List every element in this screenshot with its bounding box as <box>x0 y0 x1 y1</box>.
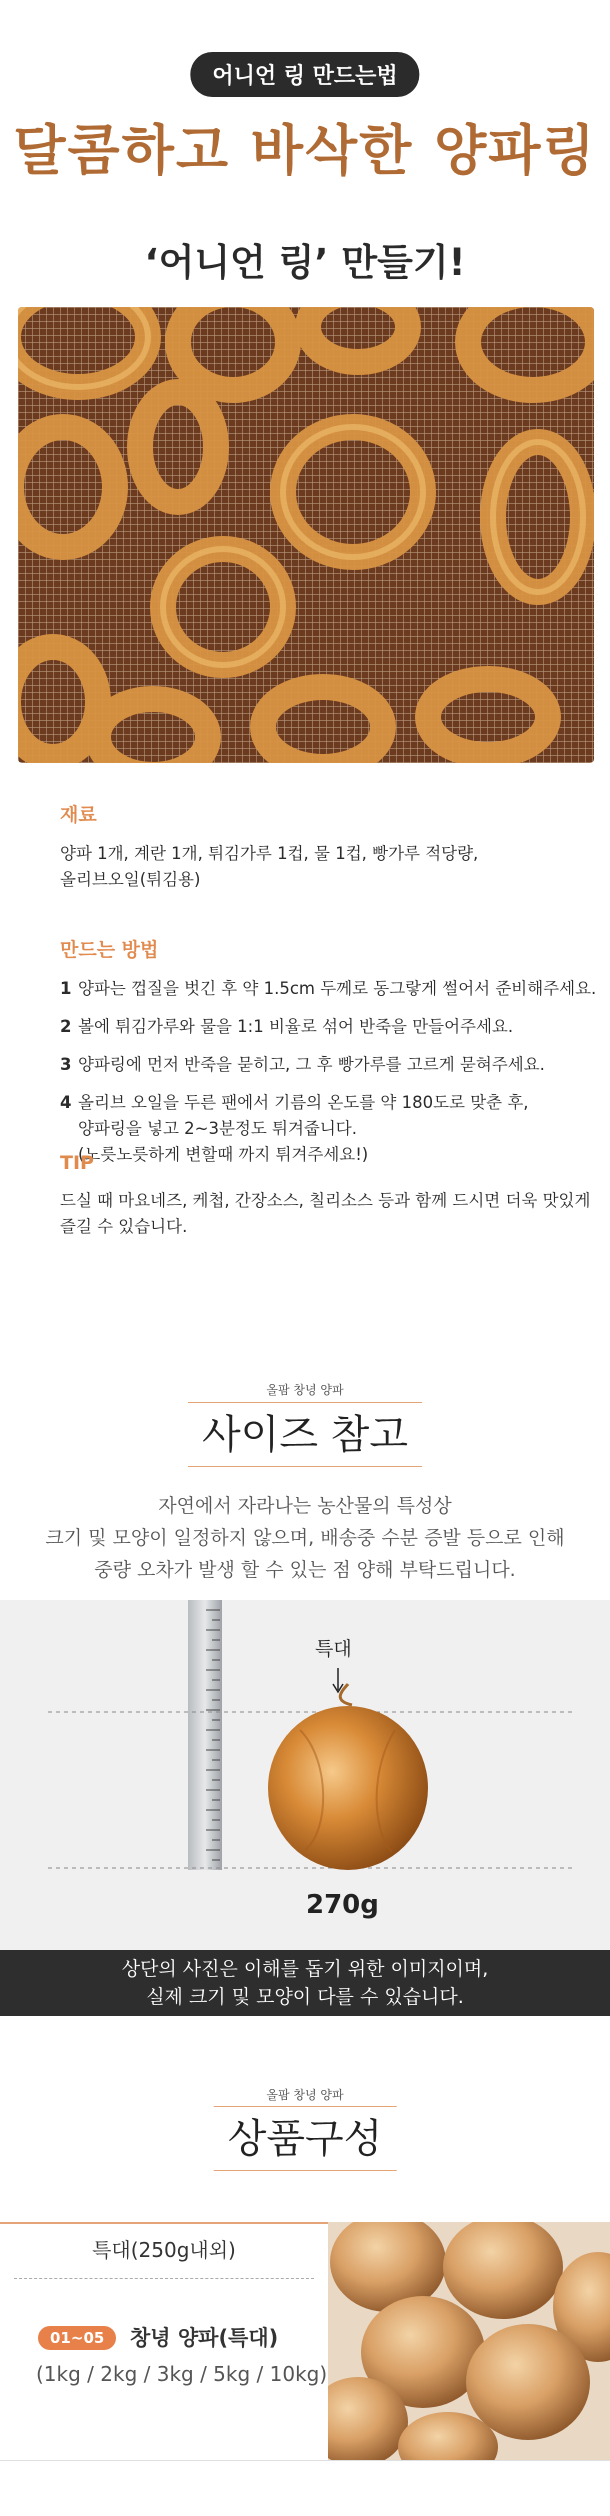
ingredients-block <box>60 800 600 893</box>
tip-heading: TIP <box>60 1152 94 1174</box>
size-notice-band: 상단의 사진은 이해를 돕기 위한 이미지이며, 실제 크기 및 모양이 다를 수 있습니다. <box>0 1950 610 2016</box>
ingredients-text: 양파 1개, 계란 1개, 튀김가루 1컵, 물 1컵, 빵가루 적당량, 올리브오일(튀김용) <box>60 844 479 889</box>
method-heading: 만드는 방법 <box>60 939 159 961</box>
method-steps <box>60 976 600 1168</box>
onion-rings-photo <box>18 307 594 763</box>
step-number: 1 <box>60 979 72 998</box>
method-step <box>60 1014 600 1040</box>
product-name: 창녕 양파(특대) <box>130 2326 279 2350</box>
method-step <box>60 976 600 1002</box>
step-number: 4 <box>60 1093 72 1112</box>
onion-weight-label: 270g <box>306 1890 379 1920</box>
onion-pile-photo <box>328 2222 610 2460</box>
step-number: 2 <box>60 1017 72 1036</box>
product-weight-options: (1kg / 2kg / 3kg / 5kg / 10kg) <box>36 2362 328 2386</box>
product-info-panel <box>0 2222 328 2460</box>
product-composition <box>0 2222 610 2460</box>
step-number: 3 <box>60 1055 72 1074</box>
size-section-caption: 올팜 창녕 양파 <box>266 1383 344 1397</box>
footer-divider <box>0 2460 610 2461</box>
product-section-caption: 올팜 창녕 양파 <box>266 2088 344 2102</box>
size-description: 자연에서 자라나는 농산물의 특성상 크기 및 모양이 일정하지 않으며, 배송중 수분 증발 등으로 인해 중량 오차가 발생 할 수 있는 점 양해 부탁드립니다. <box>45 1495 565 1581</box>
hero-title: 달콤하고 바삭한 양파링 <box>13 119 597 182</box>
onion-size-photo <box>0 1600 610 1950</box>
product-size-label: 특대(250g내외) <box>92 2238 236 2262</box>
recipe-pill-label: 어니언 링 만드는법 <box>190 52 419 97</box>
option-number-badge: 01~05 <box>38 2326 116 2350</box>
tip-text: 드실 때 마요네즈, 케첩, 간장소스, 칠리소스 등과 함께 드시면 더욱 맛있게 즐길 수 있습니다. <box>60 1191 591 1236</box>
tip-block <box>60 1152 600 1240</box>
step-text: 볼에 튀김가루와 물을 1:1 비율로 섞어 반죽을 만들어주세요. <box>78 1017 514 1036</box>
step-text: 올리브 오일을 두른 팬에서 기름의 온도를 약 180도로 맞춘 후, 양파링을 넣고 2~3분정도 튀겨줍니다. (노릇노릇하게 변할때 까지 튀겨주세요!) <box>78 1093 529 1164</box>
step-text: 양파링에 먼저 반죽을 묻히고, 그 후 빵가루를 고르게 묻혀주세요. <box>78 1055 545 1074</box>
recipe-subtitle: ‘어니언 링’ 만들기! <box>144 241 466 284</box>
dashed-divider <box>14 2278 314 2279</box>
method-step <box>60 1052 600 1078</box>
method-block <box>60 935 600 1180</box>
size-section-title: 사이즈 참고 <box>188 1402 422 1467</box>
product-section-title: 상품구성 <box>214 2106 397 2171</box>
ingredients-heading: 재료 <box>60 804 97 826</box>
step-text: 양파는 껍질을 벗긴 후 약 1.5cm 두께로 동그랗게 썰어서 준비해주세요. <box>78 979 597 998</box>
onion-size-label: 특대 <box>315 1638 352 1660</box>
